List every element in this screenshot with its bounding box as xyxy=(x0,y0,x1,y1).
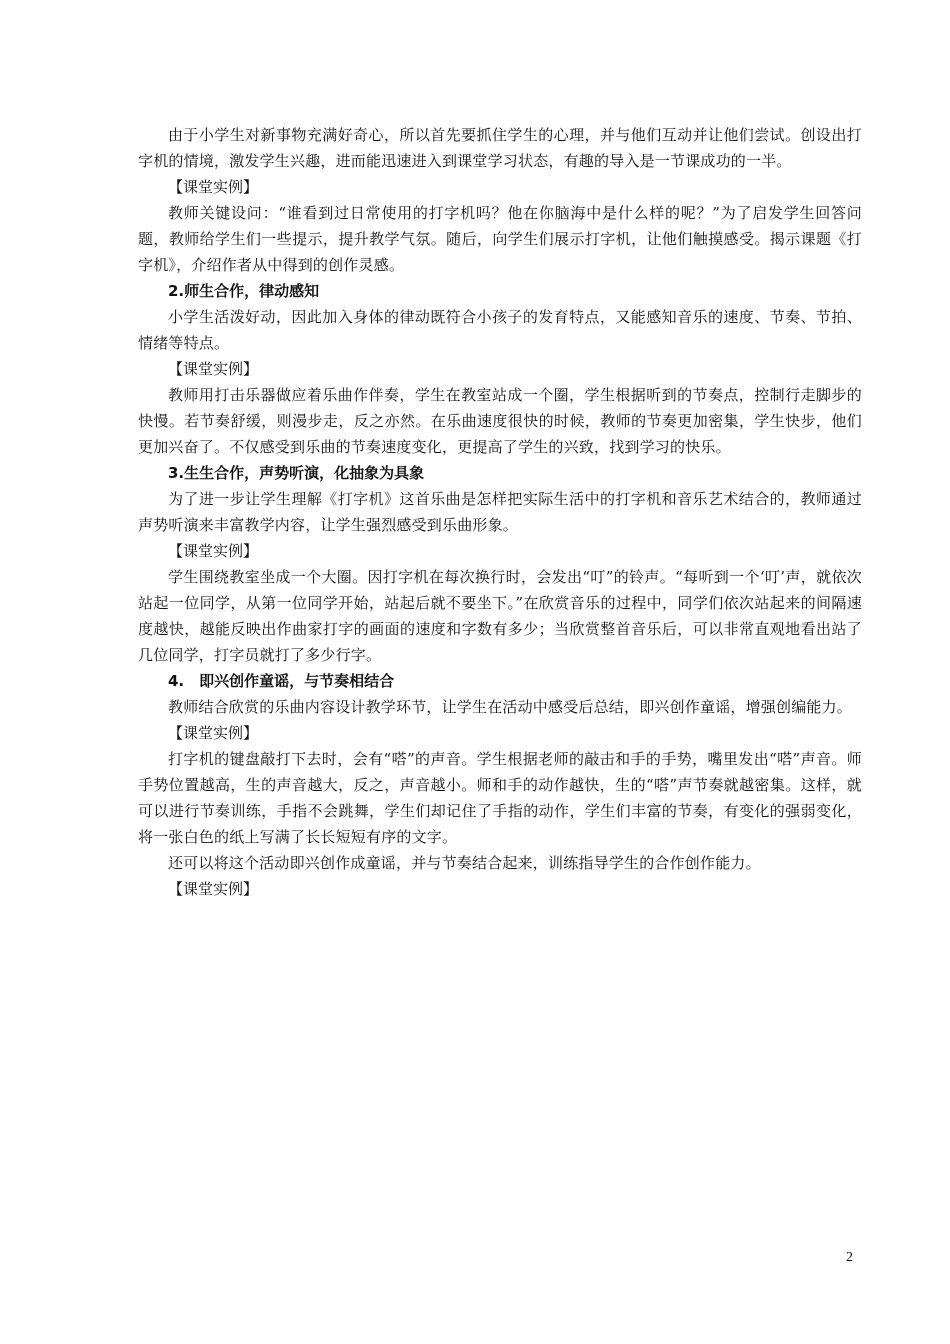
paragraph: 打字机的键盘敲打下去时，会有“嗒”的声音。学生根据老师的敲击和手的手势，嘴里发出“嗒”声音。师手势位置越高，生的声音越大，反之，声音越小。师和手的动作越快，生的“嗒”声节奏就越密集。这样，就可以进行节奏训练，手指不会跳舞，学生们却记住了手指的动作，学生们丰富的节奏，有变化的强弱变化，将一张白色的纸上写满了长长短短有序的文字。 xyxy=(138,750,862,846)
section-label: 【课堂实例】 xyxy=(168,542,259,560)
paragraph: 为了进一步让学生理解《打字机》这首乐曲是怎样把实际生活中的打字机和音乐艺术结合的，教师通过声势听演来丰富教学内容，让学生强烈感受到乐曲形象。 xyxy=(138,490,862,534)
paragraph: 还可以将这个活动即兴创作成童谣，并与节奏结合起来，训练指导学生的合作创作能力。 xyxy=(168,854,761,872)
paragraph: 教师结合欣赏的乐曲内容设计教学环节，让学生在活动中感受后总结，即兴创作童谣，增强创编能力。 xyxy=(168,698,853,716)
paragraph: 教师关键设问：“谁看到过日常使用的打字机吗？他在你脑海中是什么样的呢？”为了启发学生回答问题，教师给学生们一些提示，提升教学气氛。随后，向学生们展示打字机，让他们触摸感受。揭示课题《打字机》，介绍作者从中得到的创作灵感。 xyxy=(138,204,862,274)
document-body xyxy=(138,122,862,902)
section-heading: 4. 即兴创作童谣，与节奏相结合 xyxy=(168,672,395,690)
paragraph: 学生围绕教室坐成一个大圈。因打字机在每次换行时，会发出“叮”的铃声。“每听到一个‘叮’声，就依次站起一位同学，从第一位同学开始，站起后就不要坐下。”在欣赏音乐的过程中，同学们依次站起来的间隔速度越快，越能反映出作曲家打字的画面的速度和字数有多少；当欣赏整首音乐后，可以非常直观地看出站了几位同学，打字员就打了多少行字。 xyxy=(138,568,862,664)
section-heading: 2.师生合作，律动感知 xyxy=(168,282,320,300)
section-heading: 3.生生合作，声势听演，化抽象为具象 xyxy=(168,464,425,482)
page-number: 2 xyxy=(846,1250,853,1265)
section-label: 【课堂实例】 xyxy=(168,178,259,196)
section-label: 【课堂实例】 xyxy=(168,880,259,898)
paragraph: 由于小学生对新事物充满好奇心，所以首先要抓住学生的心理，并与他们互动并让他们尝试。创设出打字机的情境，激发学生兴趣，进而能迅速进入到课堂学习状态，有趣的导入是一节课成功的一半。 xyxy=(138,126,862,170)
section-label: 【课堂实例】 xyxy=(168,360,259,378)
paragraph: 小学生活泼好动，因此加入身体的律动既符合小孩子的发育特点，又能感知音乐的速度、节奏、节拍、情绪等特点。 xyxy=(138,308,862,352)
section-label: 【课堂实例】 xyxy=(168,724,259,742)
paragraph: 教师用打击乐器做应着乐曲作伴奏，学生在教室站成一个圈，学生根据听到的节奏点，控制行走脚步的快慢。若节奏舒缓，则漫步走，反之亦然。在乐曲速度很快的时候，教师的节奏更加密集，学生快步，他们更加兴奋了。不仅感受到乐曲的节奏速度变化，更提高了学生的兴致，找到学习的快乐。 xyxy=(138,386,862,456)
